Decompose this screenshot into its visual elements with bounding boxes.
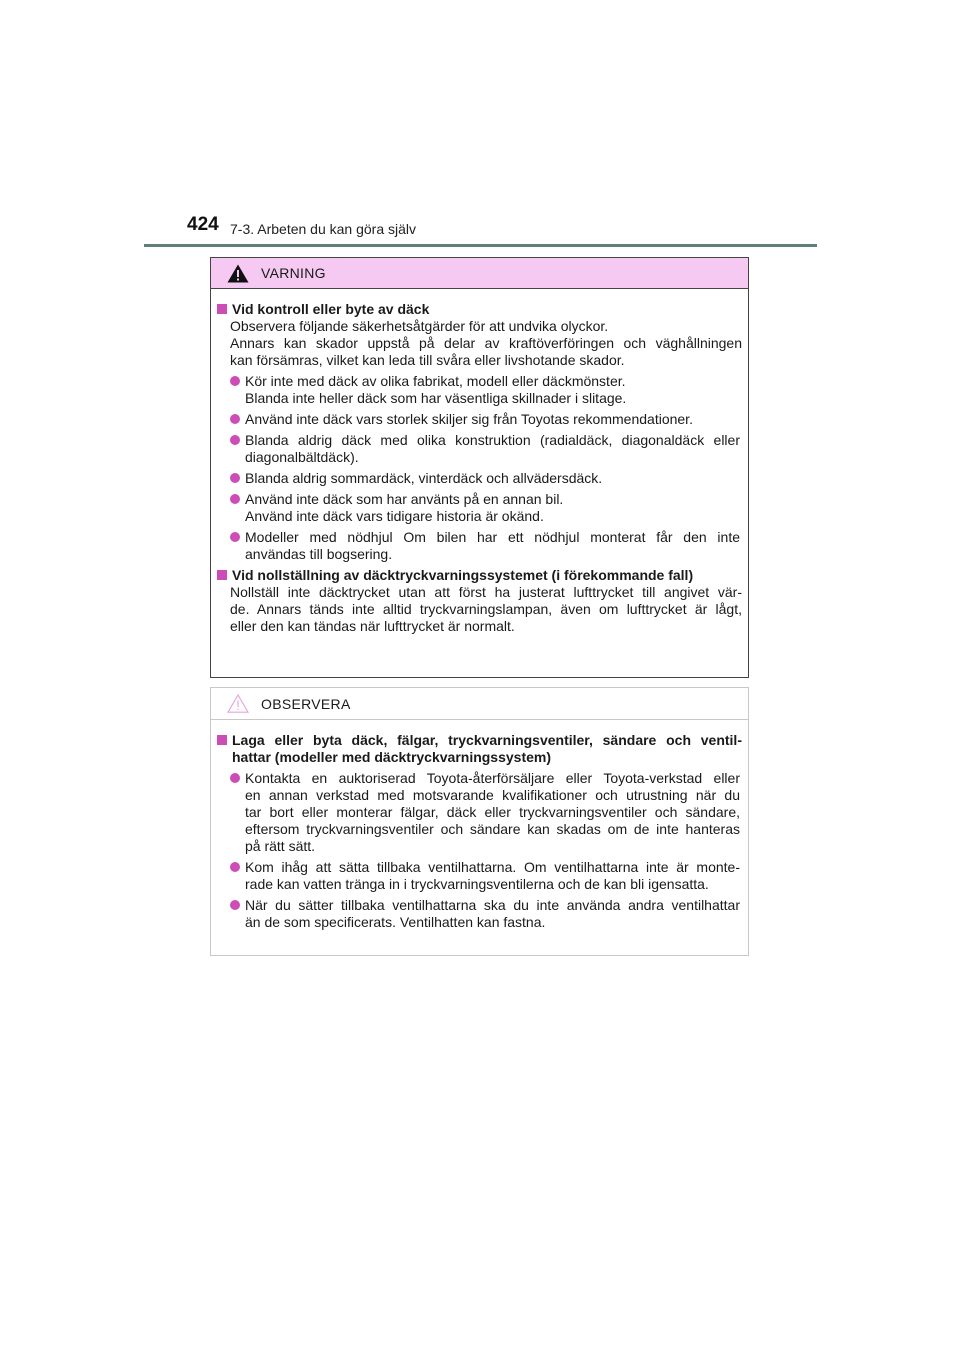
list-item	[230, 411, 742, 428]
text-line: Blanda aldrig sommardäck, vinterdäck och allvädersdäck.	[245, 470, 603, 486]
round-bullet-icon	[230, 494, 240, 504]
list-item	[230, 491, 742, 525]
text-line: rade kan vatten tränga in i tryckvarningsventilerna och de kan bli igensatta.	[245, 876, 709, 892]
section-heading: Laga eller byta däck, fälgar, tryckvarningsventiler, sändare och ventil-	[232, 732, 742, 748]
header-rule	[144, 244, 817, 247]
text-line: Använd inte däck som har använts på en annan bil.	[245, 491, 564, 507]
round-bullet-icon	[230, 435, 240, 445]
page-number: 424	[187, 214, 219, 235]
round-bullet-icon	[230, 900, 240, 910]
text-line: Använd inte däck vars storlek skiljer sig från Toyotas rekommendationer.	[245, 411, 693, 427]
text-line: en annan verkstad med motsvarande kvalifikationer och utrustning när du	[245, 787, 740, 803]
round-bullet-icon	[230, 414, 240, 424]
warning-label: VARNING	[261, 265, 326, 281]
list-item	[230, 897, 742, 931]
list-item	[230, 432, 742, 466]
warning-header	[211, 258, 748, 289]
list-item	[230, 770, 742, 855]
round-bullet-icon	[230, 862, 240, 872]
warning-section	[217, 301, 742, 563]
square-bullet-icon	[217, 735, 227, 745]
text-line: de. Annars tänds inte alltid tryckvarningslampan, även om lufttrycket är lågt,	[230, 601, 742, 617]
text-line: Nollställ inte däcktrycket utan att först ha justerat lufttrycket till angivet vär-	[230, 584, 742, 600]
text-line: Blanda aldrig däck med olika konstruktion (radialdäck, diagonaldäck eller	[245, 432, 740, 448]
round-bullet-icon	[230, 532, 240, 542]
list-item	[230, 859, 742, 893]
text-line: Observera följande säkerhetsåtgärder för att undvika olyckor.	[230, 318, 609, 334]
warning-triangle-icon	[227, 264, 249, 283]
section-heading: Vid kontroll eller byte av däck	[232, 301, 430, 317]
notice-section	[217, 732, 742, 931]
notice-label: OBSERVERA	[261, 695, 351, 712]
text-line: Blanda inte heller däck som har väsentliga skillnader i slitage.	[245, 390, 627, 406]
notice-header	[211, 688, 748, 720]
text-line: eftersom tryckvarningsventiler och sändare kan skadas om de inte hanteras	[245, 821, 740, 837]
text-line: Kom ihåg att sätta tillbaka ventilhattarna. Om ventilhattarna inte är monte-	[245, 859, 740, 875]
notice-box	[210, 687, 749, 956]
warning-box	[210, 257, 749, 678]
text-line: diagonalbältdäck).	[245, 449, 359, 465]
warning-section	[217, 567, 742, 635]
text-line: Annars kan skador uppstå på delar av kraftöverföringen och väghållningen	[230, 335, 742, 351]
section-title: 7-3. Arbeten du kan göra själv	[230, 221, 417, 237]
round-bullet-icon	[230, 773, 240, 783]
text-line: Modeller med nödhjul Om bilen har ett nödhjul monterat får den inte	[245, 529, 740, 545]
section-heading: hattar (modeller med däcktryckvarningssystem)	[232, 749, 552, 765]
list-item	[230, 373, 742, 407]
text-line: Kontakta en auktoriserad Toyota-återförsäljare eller Toyota-verkstad eller	[245, 770, 740, 786]
text-line: eller den kan tändas när lufttrycket är normalt.	[230, 618, 515, 634]
caution-triangle-icon	[227, 694, 249, 713]
text-line: När du sätter tillbaka ventilhattarna ska du inte använda andra ventilhattar	[245, 897, 740, 913]
text-line: Kör inte med däck av olika fabrikat, modell eller däckmönster.	[245, 373, 626, 389]
text-line: användas till bogsering.	[245, 546, 393, 562]
text-line: Använd inte däck vars tidigare historia är okänd.	[245, 508, 544, 524]
warning-body	[211, 289, 748, 635]
square-bullet-icon	[217, 304, 227, 314]
text-line: kan försämras, vilket kan leda till svåra eller livshotande skador.	[230, 352, 625, 368]
text-line: tar bort eller monterar fälgar, däck eller tryckvarningsventiler och sändare,	[245, 804, 740, 820]
list-item	[230, 470, 742, 487]
round-bullet-icon	[230, 473, 240, 483]
section-heading: Vid nollställning av däcktryckvarningssystemet (i förekommande fall)	[232, 567, 694, 583]
round-bullet-icon	[230, 376, 240, 386]
square-bullet-icon	[217, 570, 227, 580]
list-item	[230, 529, 742, 563]
notice-body	[211, 720, 748, 931]
text-line: på rätt sätt.	[245, 838, 316, 854]
text-line: än de som specificerats. Ventilhatten kan fastna.	[245, 914, 546, 930]
